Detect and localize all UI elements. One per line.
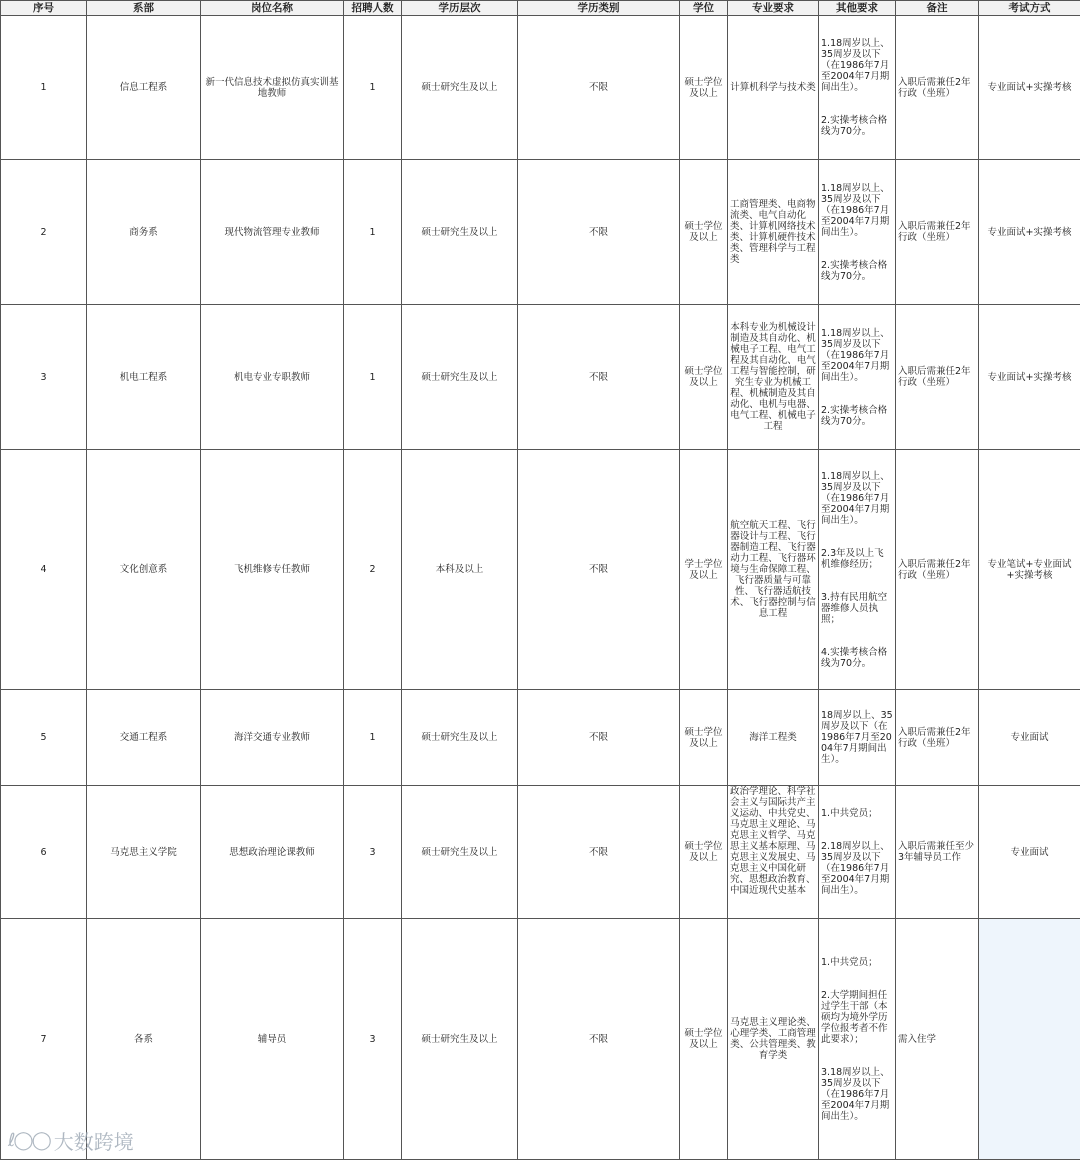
cell-dept: 信息工程系 (87, 16, 201, 160)
cell-level: 硕士研究生及以上 (402, 786, 518, 919)
cell-dept: 马克思主义学院 (87, 786, 201, 919)
header-level: 学历层次 (402, 1, 518, 16)
cell-category: 不限 (518, 160, 680, 305)
cell-exam: 专业面试 (979, 786, 1080, 919)
cell-other (819, 160, 896, 305)
other-item: 1.中共党员； (821, 957, 893, 968)
header-exam: 考试方式 (979, 1, 1080, 16)
cell-dept: 文化创意系 (87, 450, 201, 690)
table-row (1, 450, 1080, 690)
cell-other (819, 305, 896, 450)
header-other: 其他要求 (819, 1, 896, 16)
cell-count: 1 (344, 690, 402, 786)
header-row (1, 1, 1080, 16)
cell-exam: 专业面试+实操考核 (979, 305, 1080, 450)
cell-count: 1 (344, 160, 402, 305)
cell-major: 计算机科学与技术类 (728, 16, 819, 160)
table-row (1, 16, 1080, 160)
header-no: 序号 (1, 1, 87, 16)
cell-no: 1 (1, 16, 87, 160)
cell-category: 不限 (518, 690, 680, 786)
cell-count: 2 (344, 450, 402, 690)
cell-count: 3 (344, 786, 402, 919)
cell-no: 6 (1, 786, 87, 919)
header-dept: 系部 (87, 1, 201, 16)
other-item: 2.实操考核合格线为70分。 (821, 405, 893, 427)
header-major: 专业要求 (728, 1, 819, 16)
cell-category: 不限 (518, 919, 680, 1160)
table-row (1, 690, 1080, 786)
cell-major: 航空航天工程、飞行器设计与工程、飞行器制造工程、飞行器动力工程、飞行器环境与生命保障工程、飞行器质量与可靠性、飞行器适航技术、飞行器控制与信息工程 (728, 450, 819, 690)
watermark-text: 大数跨境 (54, 1126, 134, 1155)
cell-level: 硕士研究生及以上 (402, 690, 518, 786)
cell-dept: 商务系 (87, 160, 201, 305)
cell-level: 硕士研究生及以上 (402, 16, 518, 160)
cell-category: 不限 (518, 305, 680, 450)
table-row (1, 305, 1080, 450)
cell-other (819, 919, 896, 1160)
cell-degree: 硕士学位及以上 (680, 786, 728, 919)
cell-count: 1 (344, 16, 402, 160)
table-row (1, 919, 1080, 1160)
cell-post: 飞机维修专任教师 (201, 450, 344, 690)
header-note: 备注 (896, 1, 979, 16)
other-item: 2.实操考核合格线为70分。 (821, 260, 893, 282)
cell-major: 政治学理论、科学社会主义与国际共产主义运动、中共党史、马克思主义理论、马克思主义哲学、马克思主义基本原理、马克思主义发展史、马克思主义中国化研究、思想政治教育、中国近现代史基本 (728, 786, 819, 919)
cell-major: 马克思主义理论类、心理学类、工商管理类、公共管理类、教育学类 (728, 919, 819, 1160)
other-item: 18周岁以上、35周岁及以下（在1986年7月至2004年7月期间出生）。 (821, 710, 893, 765)
cell-degree: 学士学位及以上 (680, 450, 728, 690)
cell-count: 3 (344, 919, 402, 1160)
cell-degree: 硕士学位及以上 (680, 690, 728, 786)
cell-other (819, 16, 896, 160)
cell-degree: 硕士学位及以上 (680, 305, 728, 450)
watermark (8, 1126, 148, 1154)
header-post: 岗位名称 (201, 1, 344, 16)
cell-note: 入职后需兼任2年行政（坐班） (896, 690, 979, 786)
other-item: 1.18周岁以上、35周岁及以下（在1986年7月至2004年7月期间出生）。 (821, 471, 893, 526)
header-count: 招聘人数 (344, 1, 402, 16)
table-row (1, 786, 1080, 919)
cell-level: 本科及以上 (402, 450, 518, 690)
other-item: 1.18周岁以上、35周岁及以下（在1986年7月至2004年7月期间出生）。 (821, 38, 893, 93)
cell-post: 新一代信息技术虚拟仿真实训基地教师 (201, 16, 344, 160)
cell-note: 入职后需兼任2年行政（坐班） (896, 305, 979, 450)
cell-exam (979, 919, 1080, 1160)
cell-other (819, 450, 896, 690)
cell-dept: 各系 (87, 919, 201, 1160)
other-item: 1.18周岁以上、35周岁及以下（在1986年7月至2004年7月期间出生）。 (821, 183, 893, 238)
cell-category: 不限 (518, 786, 680, 919)
cell-no: 2 (1, 160, 87, 305)
other-item: 1.18周岁以上、35周岁及以下（在1986年7月至2004年7月期间出生）。 (821, 328, 893, 383)
header-degree: 学位 (680, 1, 728, 16)
table-row (1, 160, 1080, 305)
cell-degree: 硕士学位及以上 (680, 16, 728, 160)
cell-level: 硕士研究生及以上 (402, 305, 518, 450)
cell-note: 需入住学 (896, 919, 979, 1160)
cell-no: 5 (1, 690, 87, 786)
cell-major: 本科专业为机械设计制造及其自动化、机械电子工程、电气工程及其自动化、电气工程与智能控制，研究生专业为机械工程、机械制造及其自动化、电机与电器、电气工程、机械电子工程 (728, 305, 819, 450)
cell-level: 硕士研究生及以上 (402, 919, 518, 1160)
cell-other (819, 690, 896, 786)
other-item: 3.持有民用航空器维修人员执照； (821, 592, 893, 625)
cell-exam: 专业笔试+专业面试+实操考核 (979, 450, 1080, 690)
cell-degree: 硕士学位及以上 (680, 160, 728, 305)
cell-exam: 专业面试 (979, 690, 1080, 786)
watermark-logo-icon: ℓ◯◯ (8, 1130, 50, 1151)
cell-post: 思想政治理论课教师 (201, 786, 344, 919)
cell-note: 入职后需兼任2年行政（坐班） (896, 16, 979, 160)
cell-other (819, 786, 896, 919)
cell-major: 工商管理类、电商物流类、电气自动化类、计算机网络技术类、计算机硬件技术类、管理科学与工程类 (728, 160, 819, 305)
cell-note: 入职后需兼任2年行政（坐班） (896, 450, 979, 690)
cell-no: 7 (1, 919, 87, 1160)
header-category: 学历类别 (518, 1, 680, 16)
cell-degree: 硕士学位及以上 (680, 919, 728, 1160)
cell-exam: 专业面试+实操考核 (979, 16, 1080, 160)
other-item: 1.中共党员； (821, 808, 893, 819)
other-item: 2.大学期间担任过学生干部（本硕均为境外学历学位报考者不作此要求）； (821, 990, 893, 1045)
cell-exam: 专业面试+实操考核 (979, 160, 1080, 305)
cell-post: 现代物流管理专业教师 (201, 160, 344, 305)
cell-no: 3 (1, 305, 87, 450)
cell-category: 不限 (518, 450, 680, 690)
cell-dept: 机电工程系 (87, 305, 201, 450)
other-item: 2.3年及以上飞机维修经历； (821, 548, 893, 570)
cell-category: 不限 (518, 16, 680, 160)
other-item: 2.实操考核合格线为70分。 (821, 115, 893, 137)
other-item: 2.18周岁以上、35周岁及以下（在1986年7月至2004年7月期间出生）。 (821, 841, 893, 896)
cell-note: 入职后需兼任2年行政（坐班） (896, 160, 979, 305)
cell-post: 辅导员 (201, 919, 344, 1160)
cell-no: 4 (1, 450, 87, 690)
cell-post: 机电专业专职教师 (201, 305, 344, 450)
cell-count: 1 (344, 305, 402, 450)
cell-post: 海洋交通专业教师 (201, 690, 344, 786)
cell-note: 入职后需兼任至少3年辅导员工作 (896, 786, 979, 919)
cell-level: 硕士研究生及以上 (402, 160, 518, 305)
other-item: 4.实操考核合格线为70分。 (821, 647, 893, 669)
cell-major: 海洋工程类 (728, 690, 819, 786)
cell-dept: 交通工程系 (87, 690, 201, 786)
other-item: 3.18周岁以上、35周岁及以下（在1986年7月至2004年7月期间出生）。 (821, 1067, 893, 1122)
